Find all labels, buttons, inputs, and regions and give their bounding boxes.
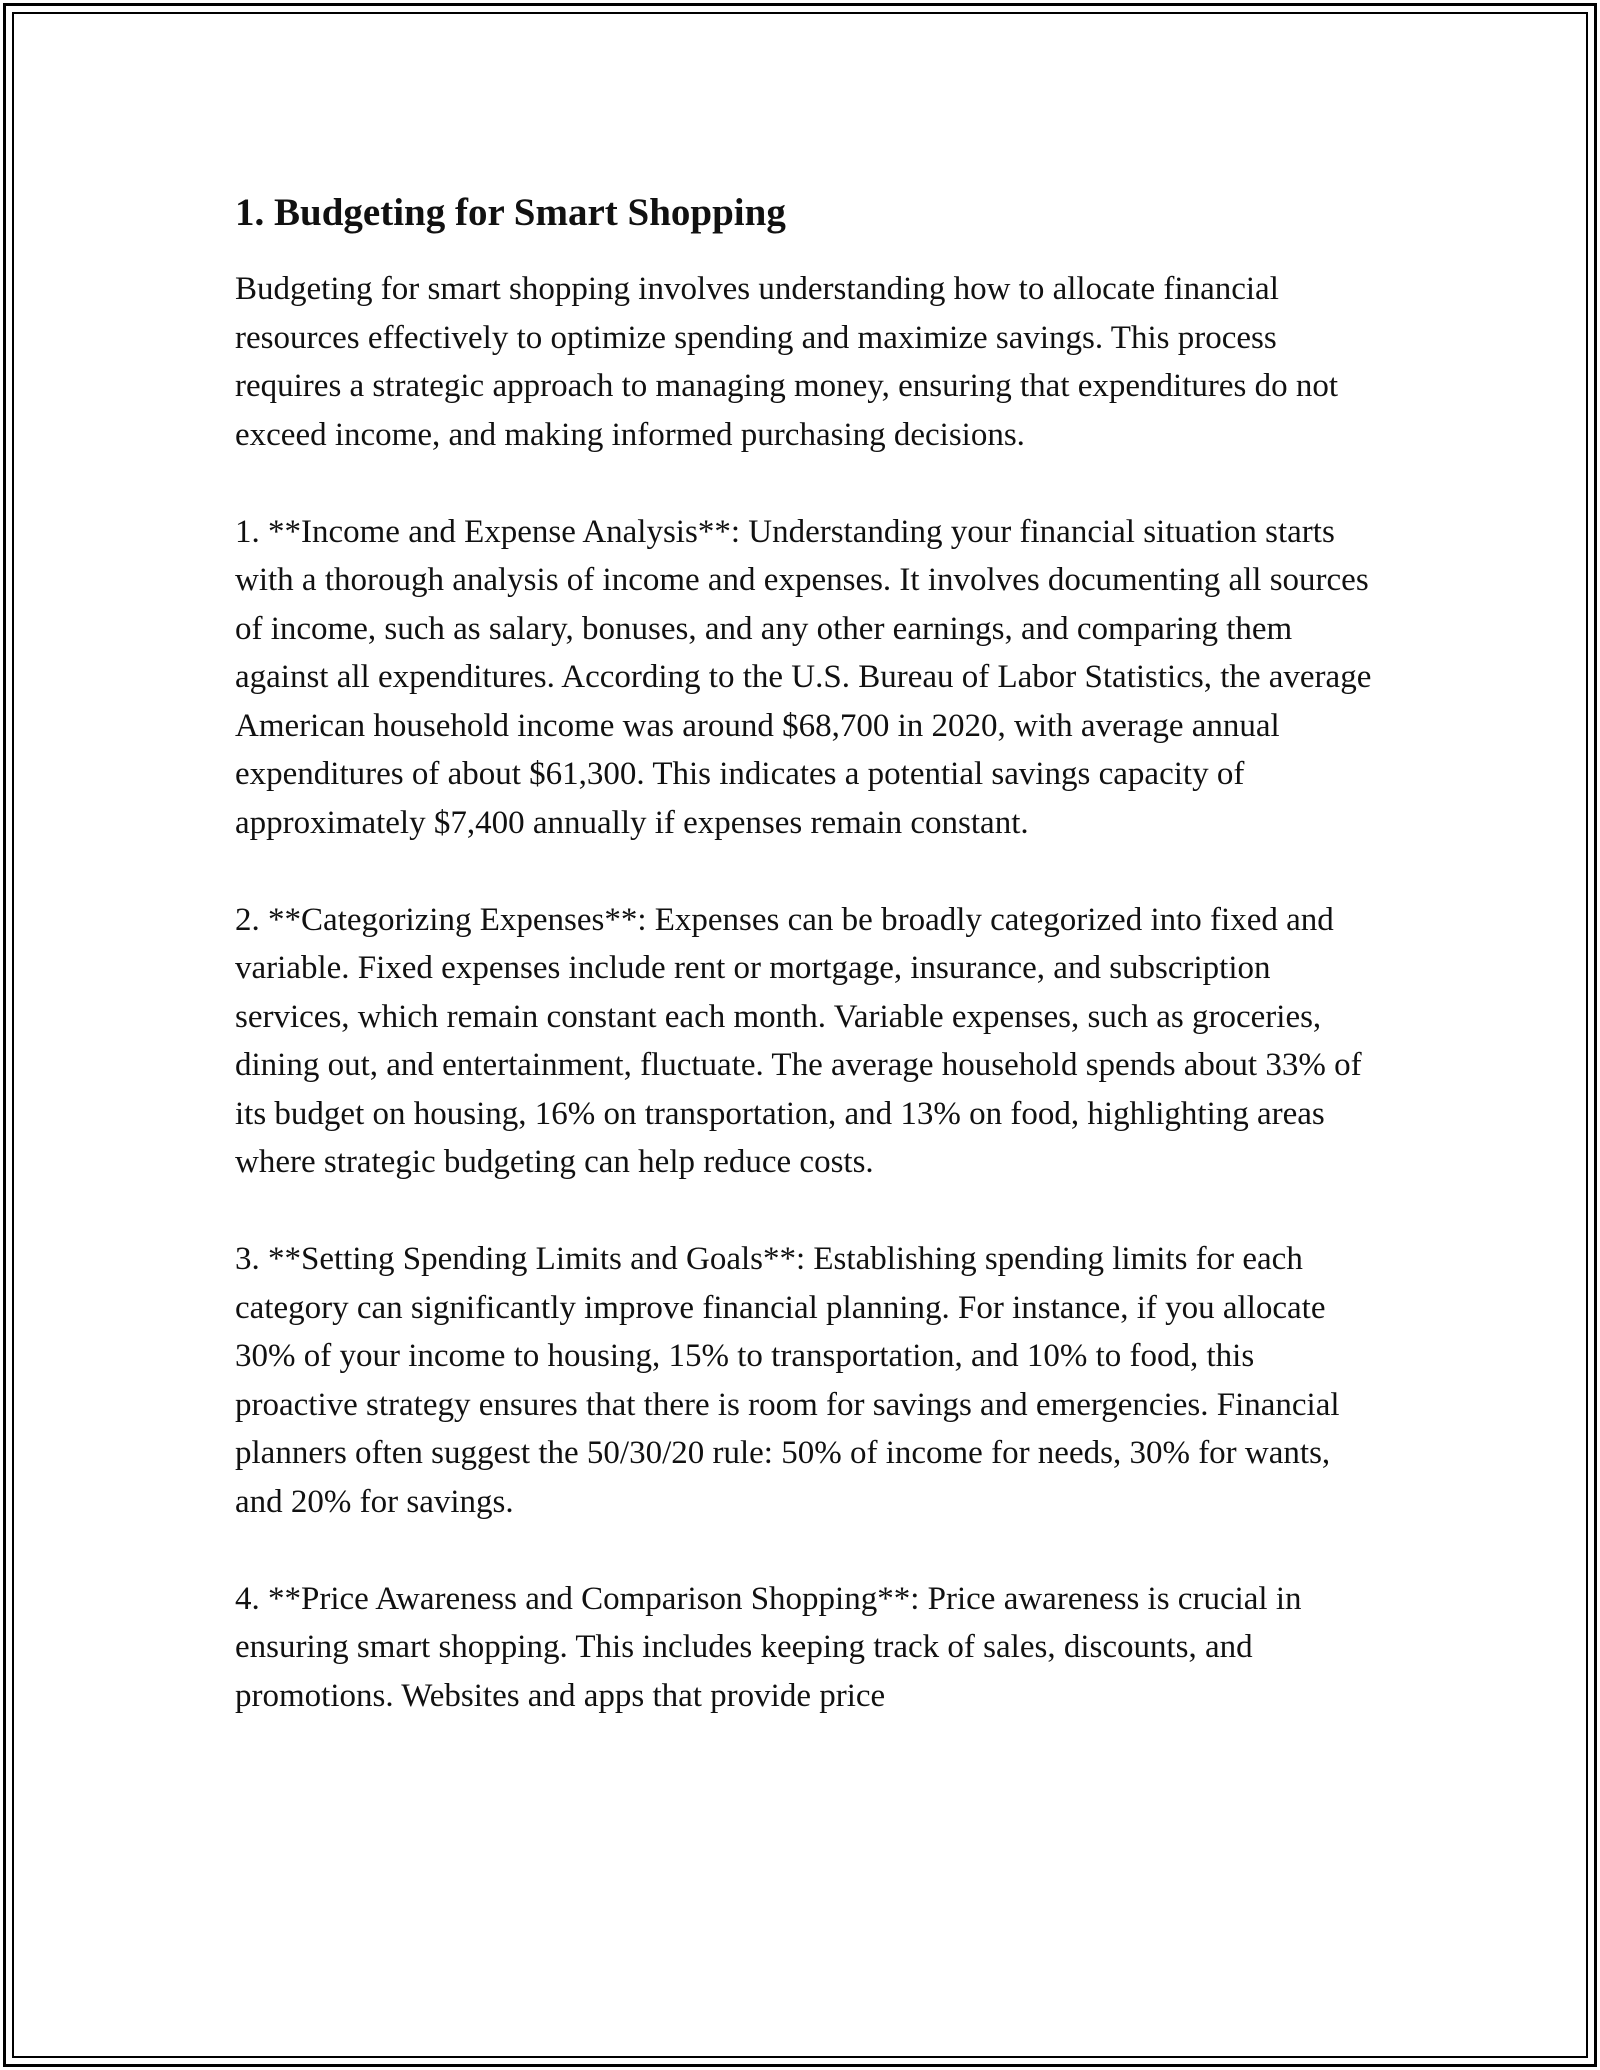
intro-paragraph: Budgeting for smart shopping involves understanding how to allocate financial resources effectively to optimize spending and maximize savings. This process requires a strategic approach to managing money, ensuring that expenditures do not exceed income, and making informed purchasing decisions. <box>235 271 1339 453</box>
categorizing-expenses-paragraph: 2. **Categorizing Expenses**: Expenses can be broadly categorized into fixed and variable. Fixed expenses include rent or mortgage, insurance, and subscription services, which remain constant each month. Variable expenses, such as groceries, dining out, and entertainment, fluctuate. The average household spends about 33% of its budget on housing, 16% on transportation, and 13% on food, highlighting areas where strategic budgeting can help reduce costs. <box>235 901 1362 1180</box>
section-title: 1. Budgeting for Smart Shopping <box>235 191 786 234</box>
income-expense-paragraph: 1. **Income and Expense Analysis**: Understanding your financial situation starts with a thorough analysis of income and expenses. It involves documenting all sources of income, such as salary, bonuses, and any other earnings, and comparing them against all expenditures. According to the U.S. Bureau of Labor Statistics, the average American household income was around $68,700 in 2020, with average annual expenditures of about $61,300. This indicates a potential savings capacity of approximately $7,400 annually if expenses remain constant. <box>235 513 1372 841</box>
price-awareness-paragraph: 4. **Price Awareness and Comparison Shopping**: Price awareness is crucial in ensuring smart shopping. This includes keeping track of sales, discounts, and promotions. Websites and apps that provide price <box>235 1580 1302 1714</box>
document-body <box>235 183 1375 1769</box>
spending-limits-paragraph: 3. **Setting Spending Limits and Goals**: Establishing spending limits for each category can significantly improve financial planning. For instance, if you allocate 30% of your income to housing, 15% to transportation, and 10% to food, this proactive strategy ensures that there is room for savings and emergencies. Financial planners often suggest the 50/30/20 rule: 50% of income for needs, 30% for wants, and 20% for savings. <box>235 1241 1340 1520</box>
